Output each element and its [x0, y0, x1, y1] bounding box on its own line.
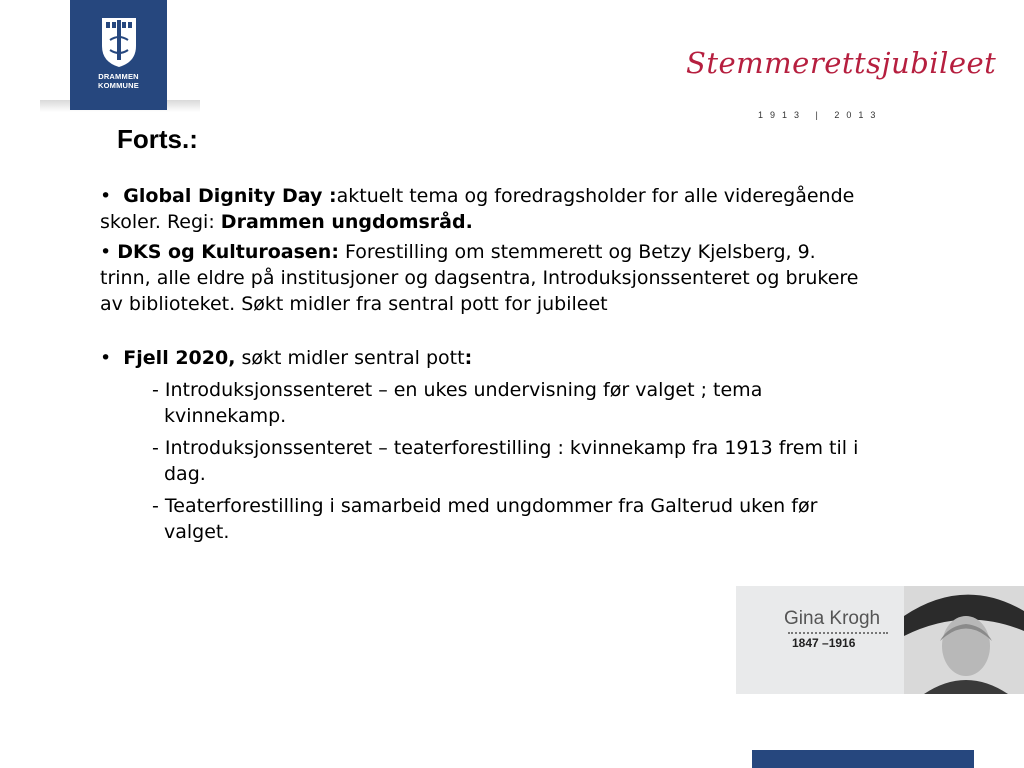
dks-text: Forestilling om stemmerett og Betzy Kjelsberg, 9. trinn, alle eldre på institusjoner og dagsentra, Introduksjonssenteret og brukere av biblioteket. Søkt midler fra sentral pott for jubileet: [100, 241, 859, 315]
gina-divider: [788, 632, 888, 634]
gina-years: 1847 –1916: [792, 636, 856, 650]
drammen-logo: [40, 0, 200, 112]
jubilee-script: Stemmerettsjubileet: [686, 46, 997, 80]
fjell-colon: :: [464, 347, 473, 369]
stemmerettsjubileet-logo: [680, 38, 997, 128]
portrait-photo: [904, 586, 1024, 694]
fjell-text: søkt midler sentral pott: [235, 347, 465, 369]
drammen-logo-box: [70, 0, 167, 110]
sub-item-3: - Teaterforestilling i samarbeid med ungdommer fra Galterud uken før valget.: [152, 495, 818, 543]
global-bold: Global Dignity Day :: [123, 185, 337, 207]
bullet-fjell: • Fjell 2020, søkt midler sentral pott:: [100, 347, 473, 369]
gina-krogh-panel: [736, 586, 1024, 694]
slide-content: [100, 183, 860, 545]
sub-item-2: - Introduksjonssenteret – teaterforestilling : kvinnekamp fra 1913 frem til i dag.: [152, 437, 859, 485]
global-text: aktuelt tema og foredragsholder for alle videregående skoler. Regi:: [100, 185, 855, 233]
dks-bold: DKS og Kulturoasen:: [117, 241, 339, 263]
gina-name: Gina Krogh: [784, 608, 881, 629]
jubilee-years: 1913 | 2013: [758, 110, 883, 120]
logo-line1: DRAMMEN: [98, 72, 139, 81]
coat-of-arms-icon: [100, 16, 138, 68]
global-org: Drammen ungdomsråd.: [220, 211, 473, 233]
slide-title: Forts.:: [117, 124, 198, 154]
bullet-dks: • DKS og Kulturoasen: Forestilling om stemmerett og Betzy Kjelsberg, 9. trinn, alle eldre på institusjoner og dagsentra, Introduksjonssenteret og brukere av biblioteket. Søkt midler fra sentral pott for jubileet: [100, 241, 859, 315]
fjell-bold: Fjell 2020,: [123, 347, 236, 369]
footer-bar: [752, 750, 974, 768]
logo-line2: KOMMUNE: [98, 81, 139, 90]
bullet-global-dignity: • Global Dignity Day :aktuelt tema og foredragsholder for alle videregående skoler. Regi: Drammen ungdomsråd.: [100, 185, 855, 233]
sub-item-1: - Introduksjonssenteret – en ukes undervisning før valget ; tema kvinnekamp.: [152, 379, 763, 427]
